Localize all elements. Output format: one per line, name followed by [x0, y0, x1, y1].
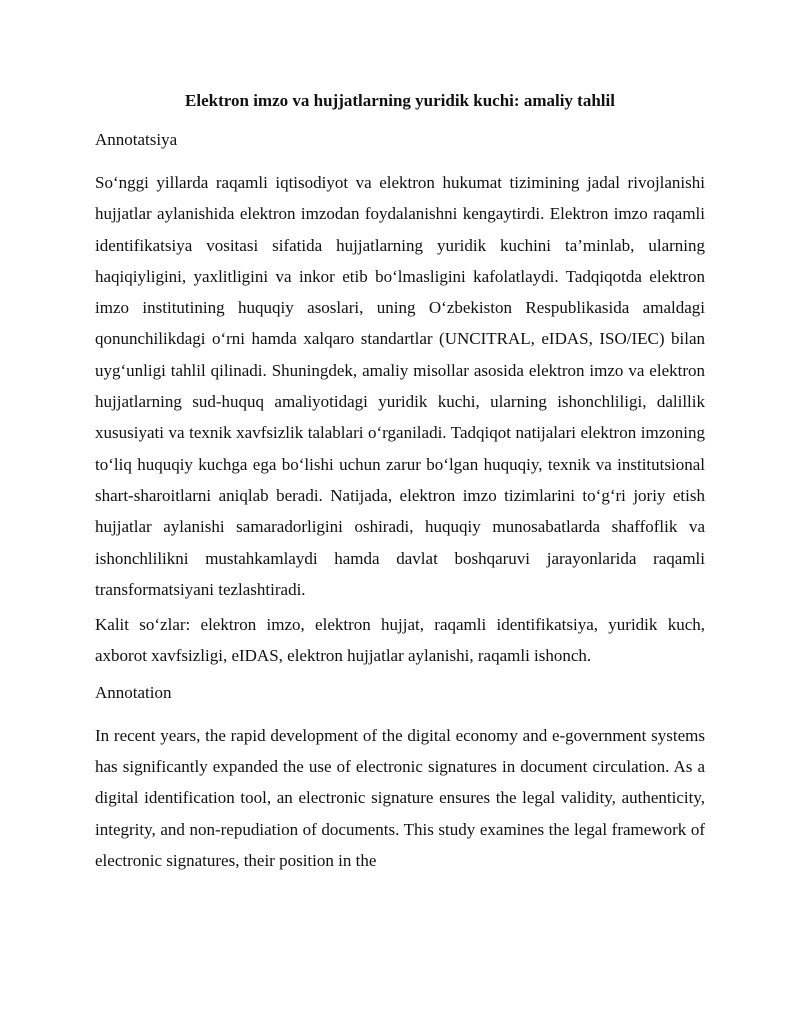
annotatsiya-paragraph: So‘nggi yillarda raqamli iqtisodiyot va elektron hukumat tizimining jadal rivojlanishi hujjatlar aylanishida elektron imzodan foydalanishni kengaytirdi. Elektron imzo raqamli identifikatsiya vositasi sifatida hujjatlarning yuridik kuchini ta’minlab, ularning haqiqiyligini, yaxlitligini va inkor etib bo‘lmasligini kafolatlaydi. Tadqiqotda elektron imzo institutining huquqiy asoslari, uning O‘zbekiston Respublikasida amaldagi qonunchilikdagi o‘rni hamda xalqaro standartlar (UNCITRAL, eIDAS, ISO/IEC) bilan uyg‘unligi tahlil qilinadi. Shuningdek, amaliy misollar asosida elektron imzo va elektron hujjatlarning sud-huquq amaliyotidagi yuridik kuchi, ularning ishonchliligi, dalillik xususiyati va texnik xavfsizlik talablari o‘rganiladi. Tadqiqot natijalari elektron imzoning to‘liq huquqiy kuchga ega bo‘lishi uchun zarur bo‘lgan huquqiy, texnik va institutsional shart-sharoitlarni aniqlab beradi. Natijada, elektron imzo tizimlarini to‘g‘ri joriy etish hujjatlar aylanishi samaradorligini oshiradi, huquqiy munosabatlarda shaffoflik va ishonchlilikni mustahkamlaydi hamda davlat boshqaruvi jarayonlarida raqamli transformatsiyani tezlashtiradi.	[95, 173, 705, 599]
annotation-paragraph: In recent years, the rapid development of the digital economy and e-government systems has significantly expanded the use of electronic signatures in document circulation. As a digital identification tool, an electronic signature ensures the legal validity, authenticity, integrity, and non-repudiation of documents. This study examines the legal framework of electronic signatures, their position in the	[95, 725, 705, 870]
keywords-paragraph: Kalit so‘zlar: elektron imzo, elektron hujjat, raqamli identifikatsiya, yuridik kuch, axborot xavfsizligi, eIDAS, elektron hujjatlar aylanishi, raqamli ishonch.	[95, 615, 705, 666]
annotation-heading: Annotation	[95, 682, 172, 702]
document-title: Elektron imzo va hujjatlarning yuridik kuchi: amaliy tahlil	[185, 91, 615, 110]
annotatsiya-heading: Annotatsiya	[95, 130, 178, 149]
document-page	[95, 90, 705, 880]
